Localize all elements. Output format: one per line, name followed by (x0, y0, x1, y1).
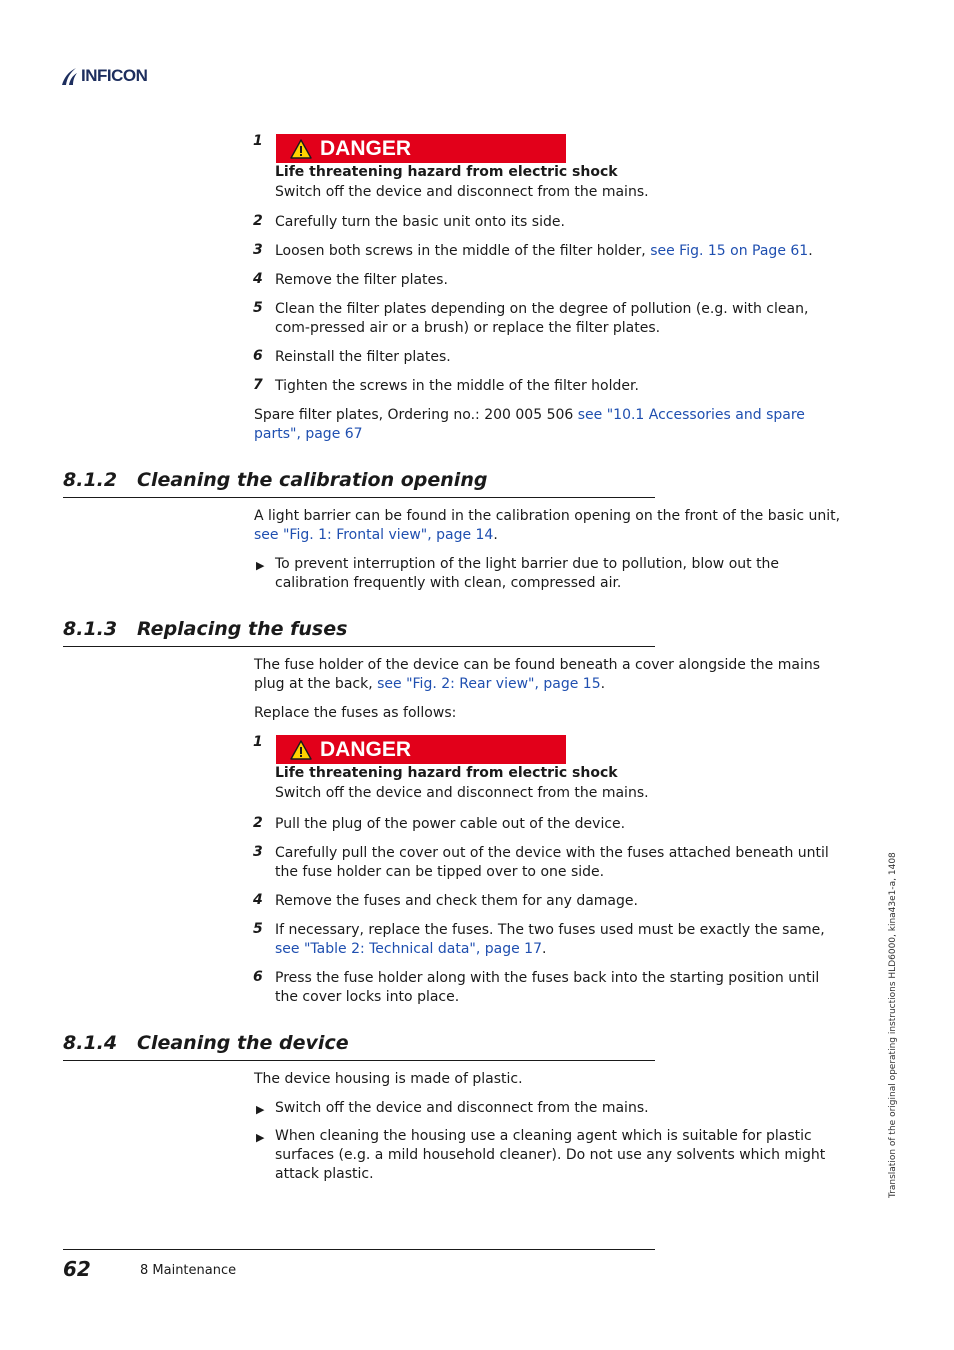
section-number: 8.1.3 (63, 618, 118, 640)
hazard-text: Switch off the device and disconnect from the mains. (275, 785, 649, 801)
step-text: Clean the filter plates depending on the degree of pollution (e.g. with clean, com-pressed air or a brush) or replace the filter plates. (275, 301, 809, 336)
step-number: 5 (253, 921, 263, 937)
step-text: Press the fuse holder along with the fuses back into the starting position until the cover locks into place. (275, 970, 820, 1005)
section-number: 8.1.2 (63, 469, 118, 491)
step-text-tail: . (808, 243, 813, 259)
step-text: Remove the filter plates. (275, 272, 448, 288)
step-number: 4 (253, 892, 263, 908)
section-title: Cleaning the device (137, 1032, 349, 1054)
step-number: 4 (253, 271, 263, 287)
step-text (275, 242, 845, 261)
logo-text: INFICON (81, 66, 148, 85)
document-reference: Translation of the original operating instructions HLD6000, kina43e1-a, 1408 (888, 852, 898, 1198)
page-number: 62 (63, 1257, 91, 1281)
paragraph: The device housing is made of plastic. (254, 1071, 523, 1087)
step-number: 1 (253, 734, 263, 750)
paragraph-text: A light barrier can be found in the calibration opening on the front of the basic unit, (254, 508, 841, 524)
step-number: 5 (253, 300, 263, 316)
bullet-item: To prevent interruption of the light barrier due to pollution, blow out the calibration frequently with clean, compressed air. (275, 556, 780, 591)
section-title: Cleaning the calibration opening (137, 469, 488, 491)
hazard-text: Switch off the device and disconnect from the mains. (275, 184, 649, 200)
footer-section: 8 Maintenance (140, 1263, 237, 1278)
section-heading (63, 1032, 655, 1061)
section-heading (63, 469, 655, 498)
step-number: 6 (253, 348, 263, 364)
step-number: 3 (253, 242, 263, 258)
paragraph: Replace the fuses as follows: (254, 705, 457, 721)
step-text: Carefully turn the basic unit onto its side. (275, 214, 565, 230)
section-number: 8.1.4 (63, 1032, 118, 1054)
hazard-title: Life threatening hazard from electric shock (275, 164, 618, 180)
step-text: Carefully pull the cover out of the device with the fuses attached beneath until the fuse holder can be tipped over to one side. (275, 845, 829, 880)
section-title: Replacing the fuses (137, 618, 348, 640)
cross-reference-link[interactable]: see "Fig. 2: Rear view", page 15 (377, 676, 601, 692)
step-text-tail: . (541, 941, 547, 957)
bullet-arrow-icon: ▶ (256, 559, 265, 572)
step-text (275, 921, 845, 959)
paragraph-tail: . (493, 527, 498, 543)
inficon-logo-icon (60, 66, 78, 86)
cross-reference-link[interactable]: see Fig. 15 on Page 61 (650, 243, 809, 259)
step-text: Reinstall the filter plates. (275, 349, 451, 365)
danger-banner (276, 134, 566, 163)
bullet-item: Switch off the device and disconnect from the mains. (275, 1100, 649, 1116)
footer-divider (63, 1249, 655, 1250)
step-number: 2 (253, 815, 263, 831)
inficon-logo (60, 66, 147, 86)
step-number: 6 (253, 969, 263, 985)
section-heading (63, 618, 655, 647)
danger-label: DANGER (320, 136, 412, 160)
step-number: 1 (253, 133, 263, 149)
spare-parts-note (254, 406, 824, 444)
warning-icon (290, 139, 312, 159)
bullet-arrow-icon: ▶ (256, 1131, 265, 1144)
spare-parts-text: Spare filter plates, Ordering no.: 200 005 506 (254, 407, 578, 423)
danger-banner (276, 735, 566, 764)
cross-reference-link[interactable]: see "Table 2: Technical data", page 17 (275, 941, 542, 957)
step-text: Pull the plug of the power cable out of the device. (275, 816, 626, 832)
danger-label: DANGER (320, 737, 412, 761)
step-number: 2 (253, 213, 263, 229)
bullet-item: When cleaning the housing use a cleaning agent which is suitable for plastic surfaces (e.g. a mild household cleaner). Do not use any solvents which might attack plastic. (275, 1128, 826, 1182)
paragraph-tail: . (600, 676, 606, 692)
step-text: Remove the fuses and check them for any damage. (275, 893, 638, 909)
step-number: 3 (253, 844, 263, 860)
step-number: 7 (253, 377, 263, 393)
step-text: Tighten the screws in the middle of the filter holder. (275, 378, 639, 394)
step-text-part: Loosen both screws in the middle of the filter holder, (275, 243, 651, 259)
warning-icon (290, 740, 312, 760)
bullet-arrow-icon: ▶ (256, 1103, 265, 1116)
cross-reference-link[interactable]: see "10.1 Accessories and spare parts", page 67 (254, 407, 805, 442)
paragraph (254, 507, 844, 545)
hazard-title: Life threatening hazard from electric shock (275, 765, 618, 781)
paragraph-text: The fuse holder of the device can be found beneath a cover alongside the mains plug at the back, (254, 657, 821, 692)
cross-reference-link[interactable]: see "Fig. 1: Frontal view", page 14 (254, 527, 494, 543)
paragraph (254, 656, 844, 694)
step-text-part: If necessary, replace the fuses. The two fuses used must be exactly the same, (275, 922, 825, 938)
